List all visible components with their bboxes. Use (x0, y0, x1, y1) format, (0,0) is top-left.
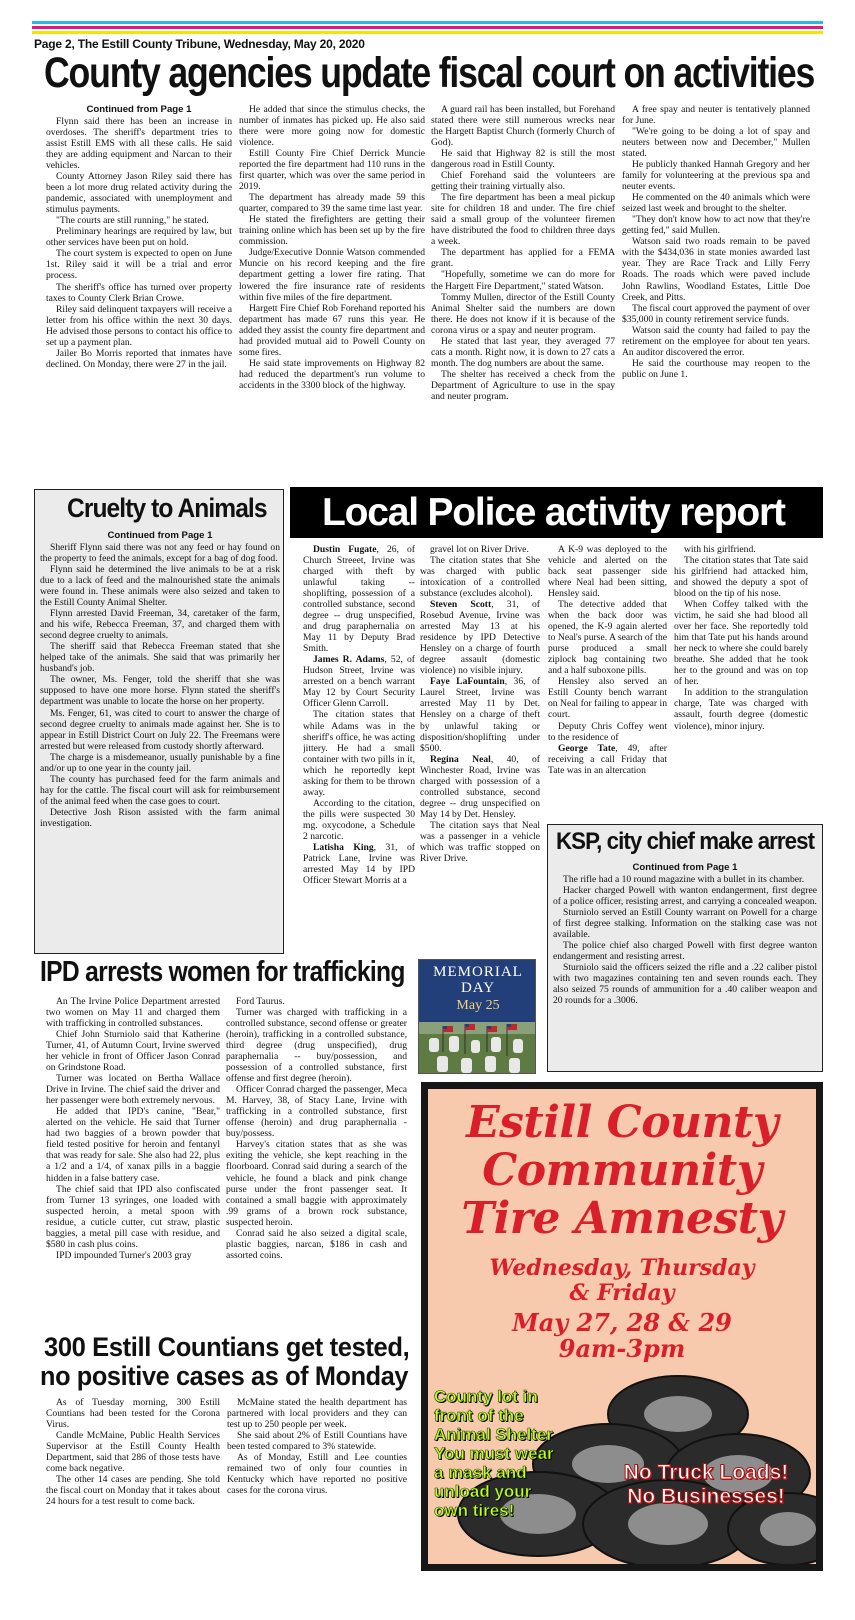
ad-location-line-2: front of the (434, 1406, 524, 1426)
cruelty-headline: Cruelty to Animals (67, 493, 267, 523)
ad-title-line3: Tire Amnesty (461, 1193, 783, 1244)
paragraph: Candle McMaine, Public Health Services Supervisor at the Estill County Health Department, said that 286 of those tests have come back negative. (46, 1430, 220, 1475)
report-paragraph (420, 676, 540, 753)
paragraph: Hacker charged Powell with wanton endangerment, first degree of a police officer, resisting arrest, and carrying a concealed weapon. (553, 885, 817, 908)
cyan-rule (32, 21, 823, 24)
paragraph: Sturniolo served an Estill County warrant on Powell for a charge of first degree stalking. Information on the stalking case was not available. (553, 907, 817, 941)
memorial-day-graphic (418, 959, 536, 1074)
report-paragraph (674, 599, 808, 687)
report-paragraph (548, 743, 667, 776)
ad-time: 9am-3pm (558, 1334, 686, 1363)
ad-warning-line-1: No Truck Loads! (623, 1461, 789, 1484)
report-text: Deputy Chris Coffey went to the residence of (548, 720, 667, 743)
report-text: , 52, of Hudson Street, Irvine was arrested on a bench warrant May 12 by Court Security Officer Glenn Carroll. (303, 654, 415, 710)
report-text: The citation states that while Adams was in the sheriff's office, he was acting jittery. He had a small container with two pills in it, which he reportedly kept asking for them to be thrown away. (303, 709, 415, 798)
ksp-body (553, 862, 817, 1068)
fiscal-column-4 (622, 104, 810, 486)
cruelty-continued: Continued from Page 1 (107, 530, 213, 541)
report-paragraph (674, 687, 808, 731)
ipd-column-1 (46, 996, 220, 1328)
tested-column-2 (227, 1397, 407, 1572)
fiscal-col4-body (622, 104, 810, 380)
paragraph: The other 14 cases are pending. She told the fiscal court on Monday that it takes about 24 hours for a test result to come back. (46, 1474, 220, 1508)
report-paragraph (303, 654, 415, 709)
paragraph: He said state improvements on Highway 82 had reduced the department's run volume to accidents in the 3300 block of the highway. (239, 357, 425, 391)
ad-dates: May 27, 28 & 29 (512, 1308, 732, 1337)
ipd-column-2 (226, 996, 407, 1328)
paragraph: Watson said two roads remain to be paved with the $434,036 in state monies awarded last year. They are Race Track and Lilly Ferry Roads. The roads which were paved include John Rawlins, Woodland Estates, Little Doe Creek, and Pitts. (622, 236, 810, 303)
cruelty-body (40, 530, 280, 950)
paragraph: The sheriff's office has turned over property taxes to County Clerk Brian Crowe. (46, 281, 232, 304)
fiscal-continued: Continued from Page 1 (86, 104, 192, 115)
report-text: gravel lot on River Drive. (430, 544, 529, 555)
paragraph: "Hopefully, sometime we can do more for the Hargett Fire Department," stated Watson. (431, 269, 615, 292)
report-paragraph (303, 709, 415, 797)
ad-title-line1: Estill County (466, 1097, 778, 1148)
paragraph: McMaine stated the health department has partnered with local providers and they can test up to 250 people per week. (227, 1397, 407, 1431)
paragraph: The shelter has received a check from the Department of Agriculture to use in the spay and neuter program. (431, 368, 615, 402)
paragraph: Chief John Sturniolo said that Katherine Turner, 41, of Autumn Court, Irvine swerved her vehicle in front of Officer Jason Conrad on Grindstone Road. (46, 1029, 220, 1074)
magenta-rule (32, 26, 823, 29)
ad-location-line-4: You must wear (434, 1444, 554, 1464)
memorial-date: May 25 (456, 998, 500, 1013)
ipd-headline: IPD arrests women for trafficking (40, 956, 405, 988)
paragraph: A free spay and neuter is tentatively planned for June. (622, 104, 810, 127)
paragraph: Flynn arrested David Freeman, 34, caretaker of the farm, and his wife, Rebecca Freeman, 37, and charged them with second degree cruelty to animals. (40, 608, 280, 642)
paragraph: "The courts are still running," he stated. (56, 215, 209, 227)
police-column-2 (420, 544, 540, 954)
report-paragraph (420, 555, 540, 599)
paragraph: He said the courthouse may reopen to the public on June 1. (622, 357, 810, 380)
report-text: According to the citation, the pills were suspected 30 mg. oxycodone, a Schedule 2 narcotic. (303, 797, 415, 842)
report-paragraph (303, 842, 415, 886)
ad-warning-block (598, 1461, 814, 1508)
ksp-headline: KSP, city chief make arrest (556, 828, 815, 855)
police-col4-body (674, 544, 808, 732)
paragraph: He stated that last year, they averaged 77 cats a month. Right now, it is down to 27 cats a month. The dog numbers are about the same. (431, 335, 615, 369)
paragraph: Ford Taurus. (236, 996, 285, 1007)
police-col3-body (548, 544, 667, 776)
paragraph: The department has applied for a FEMA grant. (431, 247, 615, 270)
paragraph: Riley said delinquent taxpayers will receive a letter from his office within the next 30 days. He advised those persons to contact his office to set up a payment plan. (46, 303, 232, 348)
paragraph: "We're going to be doing a lot of spay and neuters between now and December," Mullen stated. (622, 126, 810, 160)
police-column-4 (674, 544, 808, 806)
paragraph: Turner was located on Bertha Wallace Drive in Irvine. The chief said the driver and her passenger were both extremely nervous. (46, 1073, 220, 1107)
police-col2-body (420, 544, 540, 864)
arrestee-name: Regina Neal (430, 753, 491, 765)
paragraph: The fiscal court approved the payment of over $35,000 in county retirement service funds. (622, 302, 810, 325)
report-paragraph (548, 544, 667, 599)
paragraph: Sheriff Flynn said there was not any feed or hay found on the property to feed the animals, except for a bag of dog food. (40, 542, 280, 565)
page-folio: Page 2, The Estill County Tribune, Wednesday, May 20, 2020 (34, 37, 365, 51)
paragraph: He said that Highway 82 is still the most dangerous road in Estill County. (431, 148, 615, 171)
paragraph: The court system is expected to open on June 1st. Riley said it will be a trial and error process. (46, 248, 232, 282)
ipd-col1-body (46, 996, 220, 1261)
arrestee-name: Latisha King (313, 841, 374, 853)
ad-location-line-7: own tires! (434, 1501, 515, 1521)
fiscal-column-2 (239, 104, 425, 486)
report-paragraph (303, 798, 415, 842)
fiscal-col3-body (431, 104, 615, 402)
paragraph: Conrad said he also seized a digital scale, plastic baggies, narcan, $186 in cash and assorted coins. (226, 1227, 407, 1261)
cruelty-paragraphs (40, 542, 280, 829)
paragraph: "They don't know how to act now that they're getting fed," said Mullen. (622, 214, 810, 237)
paragraph: A guard rail has been installed, but Forehand stated there were still numerous wrecks near the Hargett Baptist Church (formerly Church of God). (431, 104, 615, 149)
ad-location-line-5: a mask and (434, 1463, 527, 1483)
report-text: , 49, after receiving a call Friday that Tate was in an altercation (548, 742, 667, 776)
paragraph: Chief Forehand said the volunteers are getting their training virtually also. (431, 170, 615, 193)
ad-days-line2: & Friday (569, 1280, 675, 1306)
paragraph: She said about 2% of Estill Countians have been tested compared to 3% statewide. (227, 1430, 407, 1453)
paragraph: Jailer Bo Morris reported that inmates have declined. On Monday, there were 27 in the jail. (46, 347, 232, 370)
paragraph: Judge/Executive Donnie Watson commended Muncie on his record keeping and the fire department getting a lower fire rating. That lowered the fire insurance rate of residents within five miles of the fire department. (239, 247, 425, 303)
report-text: , 40, of Winchester Road, Irvine was charged with possession of a controlled substance, second degree -- drug unspecified on May 14 by Det. Hensley. (420, 753, 540, 820)
fiscal-col2-body (239, 104, 425, 391)
ad-title-line2: Community (482, 1145, 762, 1196)
ad-days-line1: Wednesday, Thursday (489, 1255, 755, 1281)
report-paragraph (548, 721, 667, 743)
paragraph: He commented on the 40 animals which were seized last week and brought to the shelter. (622, 192, 810, 215)
police-column-3 (548, 544, 667, 806)
paragraph: County Attorney Jason Riley said there has been a lot more drug related activity during the pandemic, associated with unemployment and stimulus payments. (46, 171, 232, 216)
ipd-col2-body (226, 996, 407, 1261)
paragraph: Harvey's citation states that as she was exiting the vehicle, she kept reaching in the floorboard. Conrad said during a search of the vehicle, he found a black and pink change purse under the front passenger seat. It contained a small baggie with approximately .99 grams of a brown rock substance, suspected heroin. (226, 1139, 407, 1228)
paragraph: Preliminary hearings are required by law, but other services have been put on hold. (46, 226, 232, 249)
paragraph: The charge is a misdemeanor, usually punishable by a fine and/or up to one year in the county jail. (40, 751, 280, 774)
paragraph: The fire department has been a meal pickup site for children 18 and under. The fire chief said a small group of the volunteer firemen have distributed the food to children three days a week. (431, 192, 615, 248)
fiscal-headline: County agencies update fiscal court on activities (44, 49, 815, 97)
tested-headline-line2: no positive cases as of Monday (40, 1361, 409, 1391)
paragraph: Tommy Mullen, director of the Estill County Animal Shelter said the numbers are down there. He does not know if it is because of the corona virus or a spay and neuter program. (431, 291, 615, 336)
paragraph: As of Tuesday morning, 300 Estill Countians had been tested for the Corona Virus. (46, 1397, 220, 1431)
ad-location-line-1: County lot in (434, 1387, 538, 1406)
arrestee-name: James R. Adams (313, 654, 385, 666)
report-paragraph (420, 599, 540, 676)
paragraph: He stated the firefighters are getting their training online which has been set up by the fire commission. (239, 214, 425, 248)
report-paragraph (303, 544, 415, 654)
paragraph: Detective Josh Rison assisted with the farm animal investigation. (40, 806, 280, 829)
fiscal-col1-body (46, 116, 232, 370)
ad-warning-line-2: No Businesses! (627, 1484, 785, 1508)
arrestee-name: Faye LaFountain (430, 676, 505, 688)
arrestee-name: Dustin Fugate (313, 544, 377, 555)
report-text: The detective added that when the back door was opened, the K-9 again alerted to Neal's purse. A search of the purse produced a small ziplock bag containing two and a half suboxone pills. (548, 599, 667, 677)
memorial-title-line1: MEMORIAL (433, 964, 523, 980)
report-text: , 31, of Patrick Lane, Irvine was arrested May 14 by IPD Officer Stewart Morris at a (303, 841, 415, 886)
police-column-1 (303, 544, 415, 954)
paragraph: Flynn said there has been an increase in overdoses. The sheriff's department tries to assist Estill EMS with all these calls. He said they are adding equipment and Narcan to their vehicles. (46, 116, 232, 172)
ksp-paragraphs (553, 874, 817, 1006)
ad-location-line-3: Animal Shelter (434, 1425, 554, 1445)
arrestee-name: Steven Scott (430, 599, 492, 611)
paragraph: The police chief also charged Powell with first degree wanton endangerment and resisting arrest. (553, 940, 817, 963)
report-text: , 31, of Rosebud Avenue, Irvine was arrested May 13 at his residence by IPD Detective Hensley on a charge of fourth degree assault (domestic violence) no visible injury. (420, 599, 540, 677)
paragraph: IPD impounded Turner's 2003 gray (56, 1249, 192, 1261)
paragraph: He publicly thanked Hannah Gregory and her family for volunteering at the previous spa and neuter events. (622, 159, 810, 193)
paragraph: As of Monday, Estill and Lee counties remained two of only four counties in Kentucky which have reported no positive cases for the corona virus. (227, 1452, 407, 1497)
report-text: with his girlfriend. (684, 544, 756, 555)
paragraph: Estill County Fire Chief Derrick Muncie reported the fire department had 110 runs in the first quarter, which was over the same period in 2019. (239, 148, 425, 193)
arrestee-name: George Tate (558, 742, 616, 754)
memorial-title-line2: DAY (460, 980, 496, 996)
police-headline: Local Police activity report (322, 491, 785, 534)
paragraph: Watson said the county had failed to pay the retirement on the employee for about ten years. An auditor discovered the error. (622, 324, 810, 358)
tested-column-1 (46, 1397, 220, 1572)
report-paragraph (420, 820, 540, 864)
fiscal-column-3 (431, 104, 615, 486)
report-paragraph (420, 544, 540, 555)
paragraph: Sturniolo said the officers seized the rifle and a .22 caliber pistol with two magazines containing ten and seven rounds each. They also seized 75 rounds of ammunition for a .40 caliber weapon and 20 rounds for a .3006. (553, 962, 817, 1007)
report-paragraph (548, 599, 667, 676)
paragraph: Flynn said he determined the live animals to be at a risk due to a lack of feed and the malnourished state the animals were found in. These animals were also seized and taken to the Estill County Animal Shelter. (40, 564, 280, 609)
paragraph: The sheriff said that Rebecca Freeman stated that she helped take of the animals. She said that was primarily her husband's job. (40, 641, 280, 675)
paragraph: Officer Conrad charged the passenger, Meca M. Harvey, 38, of Stacy Lane, Irvine with trafficking in a controlled substance, first offense (heroin) and drug paraphernalia - buy/possess. (226, 1084, 407, 1140)
ad-location-block (434, 1387, 594, 1520)
paragraph: The county has purchased feed for the farm animals and hay for the cattle. The fiscal court will ask for reimbursement of the animal feed when the case goes to court. (40, 773, 280, 807)
yellow-rule (32, 31, 823, 34)
ad-location-line-6: unload your (434, 1482, 532, 1502)
report-text: A K-9 was deployed to the vehicle and alerted on the back seat passenger side where Neal had been sitting, Hensley said. (548, 544, 667, 600)
tested-col1-body (46, 1397, 220, 1507)
paragraph: He added that since the stimulus checks, the number of inmates has picked up. He also said there were more going now for domestic violence. (239, 104, 425, 149)
paragraph: The owner, Ms. Fenger, told the sheriff that she was supposed to have one more horse. Flynn stated the sheriff's department was unable to locate the horse on her property. (40, 674, 280, 708)
report-text: When Coffey talked with the victim, he said she had blood all over her face. She reportedly told him that Tate put his hands around her neck to where she could barely breathe. She added that he took her to the ground and was on top of her. (674, 599, 808, 688)
report-paragraph (420, 754, 540, 820)
report-paragraph (548, 676, 667, 720)
paragraph: Turner was charged with trafficking in a controlled substance, second offense or greater (heroin), trafficking in a controlled substance, third degree (drug unspecified), drug paraphernalia -- buy/possession, and possession of a controlled substance, first offense and first degree (heroin). (226, 1007, 407, 1085)
paragraph: He added that IPD's canine, "Bear," alerted on the vehicle. He said that Turner had two baggies of a brown powder that field tested positive for heroin and fentanyl that was ready for sale. She also had 22, plus a 1/2 and a 1/4, of xanax pills in a baggie hidden in a false battery case. (46, 1106, 220, 1184)
report-text: The citation states that She was charged with public intoxication of a controlled substance (excludes alcohol). (420, 555, 540, 600)
fiscal-column-1 (46, 104, 232, 486)
ksp-continued: Continued from Page 1 (632, 862, 738, 873)
paragraph: Hargett Fire Chief Rob Forehand reported his department has made 67 runs this year. He added they assist the county fire department and had provided mutual aid to Powell County on some fires. (239, 302, 425, 358)
tested-col2-body (227, 1397, 407, 1496)
report-text: Hensley also served an Estill County bench warrant on Neal for failing to appear in court. (548, 676, 667, 721)
tested-headline-line1: 300 Estill Countians get tested, (44, 1332, 410, 1362)
report-text: , 36, of Laurel Street, Irvine was arrested May 11 by Det. Hensley on a charge of theft by unlawful taking or disposition/shoplifting under $500. (420, 676, 540, 754)
paragraph: Ms. Fenger, 61, was cited to court to answer the charge of second degree cruelty to animals made against her. She is to appear in Estill District Court on July 22. The Freemans were arrested but were released from custody shortly afterward. (40, 707, 280, 752)
paragraph: The chief said that IPD also confiscated from Turner 13 syringes, one loaded with suspected heroin, a metal spoon with residue, a cuticle cutter, cut straw, plastic baggies, a metal pill case with residue, and $580 in cash plus coins. (46, 1183, 220, 1250)
paragraph: The rifle had a 10 round magazine with a bullet in its chamber. (563, 874, 805, 886)
report-text: In addition to the strangulation charge, Tate was charged with assault, fourth degree (domestic violence), minor injury. (674, 687, 808, 732)
report-text: , 26, of Church Streeet, Irvine was charged with theft by unlawful taking -- shoplifting, possession of a controlled substance, second degree -- drug unspecified, and drug paraphernalia on May 11 by Deputy Brad Smith. (303, 544, 415, 655)
paragraph: The department has already made 59 this quarter, compared to 39 the same time last year. (239, 192, 425, 215)
report-text: The citation says that Neal was a passenger in a vehicle which was traffic stopped on River Drive. (420, 819, 540, 864)
report-paragraph (674, 555, 808, 599)
police-col1-body (303, 544, 415, 886)
report-text: The citation states that Tate said his girlfriend had attacked him, and showed the deputy a spot of blood on the tip of his nose. (674, 555, 808, 600)
tire-amnesty-ad (421, 1082, 823, 1571)
report-paragraph (674, 544, 808, 555)
paragraph: An The Irvine Police Department arrested two women on May 11 and charged them with trafficking in controlled substances. (46, 996, 220, 1030)
